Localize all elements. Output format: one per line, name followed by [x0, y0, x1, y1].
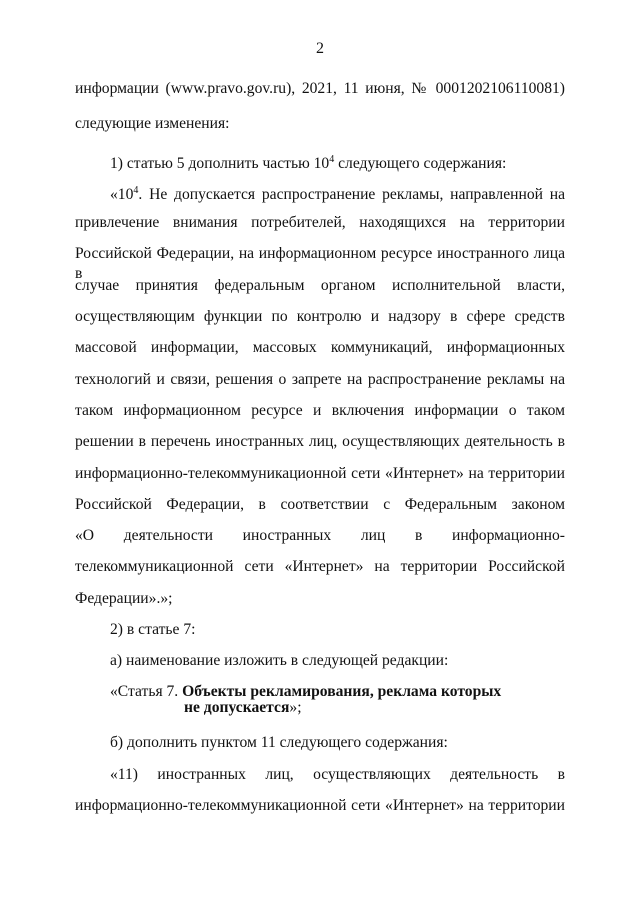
bold-heading-text: не допускается: [184, 699, 290, 716]
text-fragment: «10: [110, 186, 134, 204]
text-line: «11) иностранных лиц, осуществляющих деятельность в: [110, 766, 565, 783]
text-line: а) наименование изложить в следующей редакции:: [110, 652, 449, 669]
text-line: информационно-телекоммуникационной сети «Интернет» на территории: [75, 797, 565, 814]
text-line: массовой информации, массовых коммуникаций, информационных: [75, 339, 565, 356]
text-fragment: следующего содержания:: [334, 155, 507, 173]
text-line: осуществляющим функции по контролю и надзору в сфере средств: [75, 308, 565, 325]
text-line: технологий и связи, решения о запрете на распространение рекламы на: [75, 371, 565, 388]
text-fragment: »;: [289, 699, 302, 716]
text-line: информационно-телекоммуникационной сети «Интернет» на территории: [75, 465, 565, 482]
text-line: [110, 181, 565, 205]
text-line: Федерации».»;: [75, 590, 173, 607]
superscript: 4: [133, 185, 139, 196]
text-line: следующие изменения:: [75, 115, 230, 132]
text-line: Российской Федерации, в соответствии с Федеральным законом: [75, 496, 565, 513]
text-line: решении в перечень иностранных лиц, осуществляющих деятельность в: [75, 433, 565, 450]
page-number: 2: [316, 40, 324, 57]
text-line: телекоммуникационной сети «Интернет» на территории Российской: [75, 558, 565, 575]
text-line: информации (www.pravo.gov.ru), 2021, 11 июня, № 0001202106110081): [75, 80, 565, 97]
text-line: привлечение внимания потребителей, находящихся на территории: [75, 214, 565, 231]
text-fragment: 1) статью 5 дополнить частью 10: [110, 155, 330, 173]
text-fragment: . Не допускается распространение рекламы, направленной на: [138, 186, 565, 204]
text-line: случае принятия федеральным органом исполнительной власти,: [75, 277, 565, 294]
text-line: 2) в статье 7:: [110, 621, 196, 638]
text-line: [110, 150, 565, 174]
text-line: таком информационном ресурсе и включения информации о таком: [75, 402, 565, 419]
text-line: б) дополнить пунктом 11 следующего содержания:: [110, 734, 448, 751]
text-line: «О деятельности иностранных лиц в информационно-: [75, 527, 565, 544]
superscript: 4: [329, 154, 335, 165]
bold-heading-text: Объекты рекламирования, реклама которых: [182, 683, 502, 700]
text-fragment: «Статья 7.: [110, 683, 183, 700]
text-line: Российской Федерации, на информационном ресурсе иностранного лица в: [75, 245, 565, 282]
article-heading-continued: [184, 698, 640, 718]
